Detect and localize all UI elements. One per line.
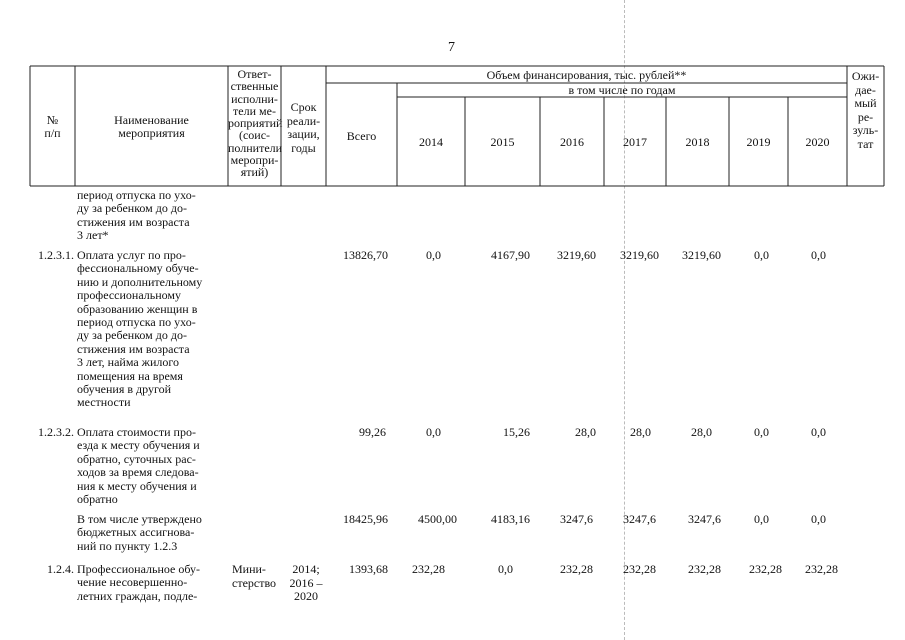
cell-2017: 232,28 xyxy=(623,562,656,576)
cell-total: 1393,68 xyxy=(349,562,388,576)
name-line: местности xyxy=(77,395,131,410)
name-line: Оплата стоимости про- xyxy=(77,425,196,439)
name-line: фессиональному обуче- xyxy=(77,261,199,276)
cell-2016: 3219,60 xyxy=(557,248,596,262)
header-year-2017: 2017 xyxy=(623,135,647,149)
cell-2019: 0,0 xyxy=(754,248,769,262)
cell-2014: 4500,00 xyxy=(418,512,457,526)
cell-2014: 0,0 xyxy=(426,248,441,262)
row-num: 1.2.3.2. xyxy=(38,425,74,439)
row-name xyxy=(77,189,229,243)
name-line: ду за ребенком до до- xyxy=(77,328,187,343)
cell-2018: 232,28 xyxy=(688,562,721,576)
name-line: стижения им возраста xyxy=(77,214,190,229)
name-line: период отпуска по ухо- xyxy=(77,188,196,202)
cell-2017: 3247,6 xyxy=(623,512,656,526)
header-num: № п/п xyxy=(44,113,61,140)
cell-total: 99,26 xyxy=(359,425,386,439)
row-name xyxy=(77,563,229,603)
header-term: Срок реали- зации, годы xyxy=(286,100,321,155)
name-line: 3 лет, найма жилого xyxy=(77,355,179,370)
cell-2015: 4167,90 xyxy=(491,248,530,262)
name-line: нию и дополнительному xyxy=(77,274,203,289)
name-line: В том числе утверждено xyxy=(77,512,202,526)
row-name xyxy=(77,426,229,506)
name-line: летних граждан, подле- xyxy=(77,588,198,603)
header-total: Всего xyxy=(346,129,377,143)
cell-total: 13826,70 xyxy=(343,248,388,262)
name-line: ходов за время следова- xyxy=(77,465,199,480)
row-name xyxy=(77,513,229,553)
name-line: ний по пункту 1.2.3 xyxy=(77,538,178,553)
header-by-years: в том числе по годам xyxy=(568,83,676,97)
header-year-2016: 2016 xyxy=(560,135,584,149)
header-year-2014: 2014 xyxy=(419,135,443,149)
name-line: езда к месту обучения и xyxy=(77,438,200,453)
cell-2020: 232,28 xyxy=(805,562,838,576)
header-name: Наименование мероприятия xyxy=(114,113,189,140)
header-responsible: Ответ- ственные исполни- тели ме- роприятий (соис- полнители меропри- ятий) xyxy=(228,67,283,180)
cell-2018: 3247,6 xyxy=(688,512,721,526)
name-line: Оплата услуг по про- xyxy=(77,248,186,262)
table-header xyxy=(0,0,905,190)
name-line: образованию женщин в xyxy=(77,301,198,316)
cell-2016: 28,0 xyxy=(575,425,596,439)
page-number: 7 xyxy=(448,40,455,55)
name-line: чение несовершенно- xyxy=(77,575,188,590)
cell-2020: 0,0 xyxy=(811,512,826,526)
cell-2020: 0,0 xyxy=(811,425,826,439)
header-year-2020: 2020 xyxy=(805,135,830,149)
cell-2014: 0,0 xyxy=(426,425,441,439)
name-line: обратно, суточных рас- xyxy=(77,451,196,466)
cell-2014: 232,28 xyxy=(412,562,445,576)
name-line: обучения в другой xyxy=(77,382,172,397)
name-line: бюджетных ассигнова- xyxy=(77,525,195,540)
cell-responsible: Мини- стерство xyxy=(232,562,277,590)
cell-2019: 0,0 xyxy=(754,425,769,439)
name-line: ду за ребенком до до- xyxy=(77,201,187,216)
cell-2018: 3219,60 xyxy=(682,248,721,262)
row-name xyxy=(77,249,229,410)
name-line: ния к месту обучения и xyxy=(77,478,197,493)
name-line: Профессиональное обу- xyxy=(77,562,200,576)
cell-2019: 232,28 xyxy=(749,562,782,576)
cell-2020: 0,0 xyxy=(811,248,826,262)
cell-2015: 0,0 xyxy=(498,562,513,576)
name-line: обратно xyxy=(77,492,118,507)
name-line: 3 лет* xyxy=(77,228,109,243)
cell-total: 18425,96 xyxy=(343,512,388,526)
name-line: профессиональному xyxy=(77,288,181,303)
cell-2019: 0,0 xyxy=(754,512,769,526)
row-num: 1.2.4. xyxy=(47,562,74,576)
cell-term: 2014; 2016 – 2020 xyxy=(289,562,323,603)
name-line: помещения на время xyxy=(77,368,183,383)
cell-2016: 232,28 xyxy=(560,562,593,576)
header-expected-result: Ожи- дае- мый ре- зуль- тат xyxy=(851,69,880,151)
header-year-2018: 2018 xyxy=(685,135,710,149)
cell-2015: 4183,16 xyxy=(491,512,530,526)
cell-2016: 3247,6 xyxy=(560,512,593,526)
cell-2018: 28,0 xyxy=(691,425,712,439)
cell-2017: 3219,60 xyxy=(620,248,659,262)
cell-2017: 28,0 xyxy=(630,425,651,439)
row-num: 1.2.3.1. xyxy=(38,248,74,262)
header-funding: Объем финансирования, тыс. рублей** xyxy=(486,68,687,82)
name-line: период отпуска по ухо- xyxy=(77,315,196,330)
header-year-2015: 2015 xyxy=(490,135,515,149)
header-year-2019: 2019 xyxy=(746,135,771,149)
cell-2015: 15,26 xyxy=(503,425,530,439)
name-line: стижения им возраста xyxy=(77,341,190,356)
